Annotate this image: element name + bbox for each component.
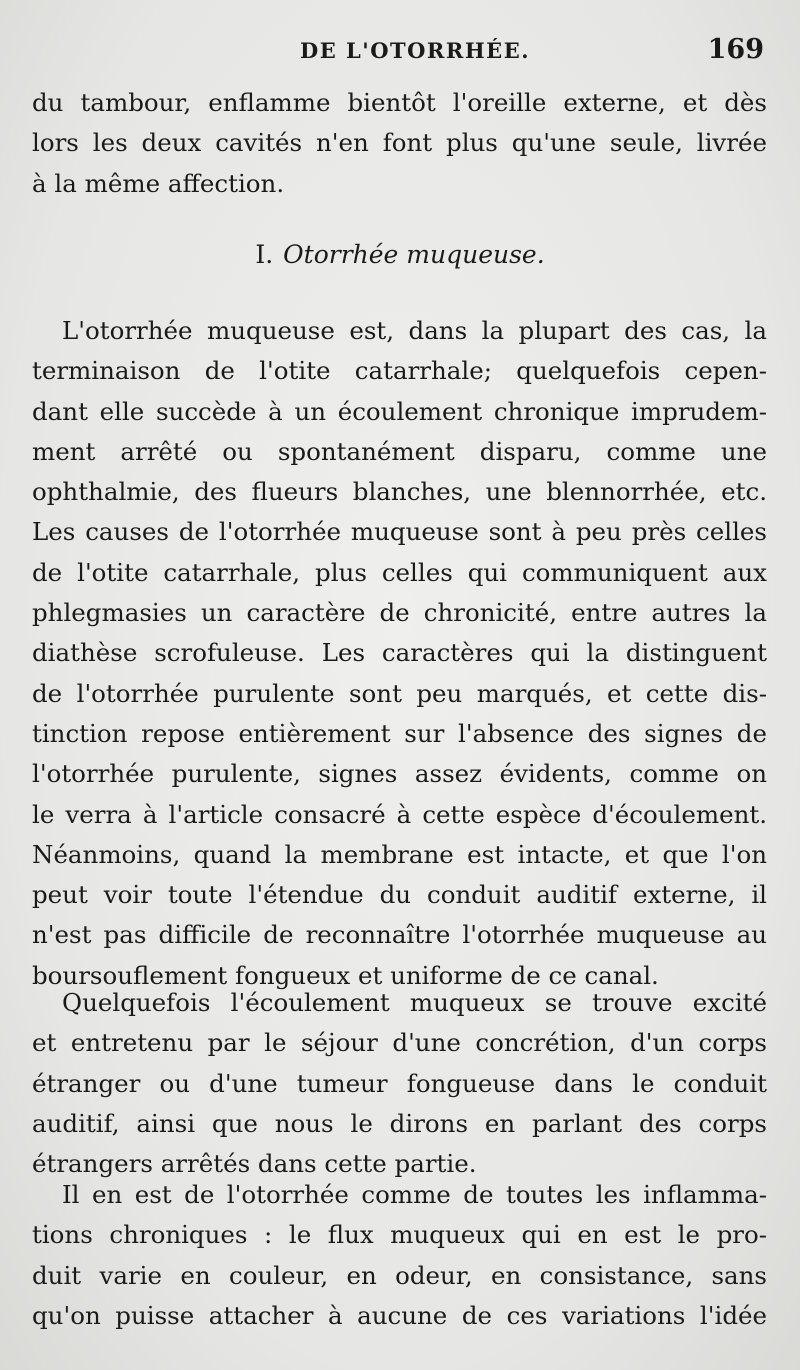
text-line: tions chroniques : le flux muqueux qui en est le pro- <box>32 1220 767 1250</box>
text-line: terminaison de l'otite catarrhale; quelquefois cepen- <box>32 356 767 386</box>
paragraph-3 <box>32 1175 767 1336</box>
text-line: auditif, ainsi que nous le dirons en parlant des corps <box>32 1108 767 1138</box>
text-line: étrangers arrêtés dans cette partie. <box>32 1149 477 1179</box>
paragraph-1 <box>32 311 767 996</box>
section-heading <box>0 240 800 269</box>
text-line: L'otorrhée muqueuse est, dans la plupart des cas, la <box>62 316 767 345</box>
text-line: à la même affection. <box>32 168 285 198</box>
text-line: lors les deux cavités n'en font plus qu'une seule, livrée <box>32 128 767 158</box>
text-line: l'otorrhée purulente, signes assez évidents, comme on <box>32 759 767 789</box>
text-line: étranger ou d'une tumeur fongueuse dans le conduit <box>32 1068 767 1098</box>
text-line: de l'otorrhée purulente sont peu marqués, et cette dis- <box>32 678 767 708</box>
text-line: Les causes de l'otorrhée muqueuse sont à peu près celles <box>32 517 767 547</box>
page-header <box>0 34 800 74</box>
section-number: I. <box>255 240 274 269</box>
text-line: tinction repose entièrement sur l'absence des signes de <box>32 718 767 748</box>
section-title: Otorrhée muqueuse. <box>283 240 545 269</box>
text-line: peut voir toute l'étendue du conduit auditif externe, il <box>32 880 767 910</box>
text-line: duit varie en couleur, en odeur, en consistance, sans <box>32 1260 767 1290</box>
page-number: 169 <box>707 34 764 65</box>
running-head: DE L'OTORRHÉE. <box>300 38 531 63</box>
text-line: du tambour, enflamme bientôt l'oreille externe, et dès <box>32 88 767 117</box>
paragraph-intro <box>32 83 767 204</box>
text-line: dant elle succède à un écoulement chronique imprudem- <box>32 396 767 426</box>
text-line: Quelquefois l'écoulement muqueux se trouve excité <box>62 988 767 1017</box>
text-line: de l'otite catarrhale, plus celles qui communiquent aux <box>32 557 767 587</box>
text-line: boursouflement fongueux et uniforme de ce canal. <box>32 960 659 990</box>
text-line: ophthalmie, des flueurs blanches, une blennorrhée, etc. <box>32 477 767 507</box>
paragraph-2 <box>32 983 767 1184</box>
text-line: qu'on puisse attacher à aucune de ces variations l'idée <box>32 1300 767 1330</box>
text-line: et entretenu par le séjour d'une concrétion, d'un corps <box>32 1028 767 1058</box>
text-line: diathèse scrofuleuse. Les caractères qui la distinguent <box>32 638 767 668</box>
text-line: ment arrêté ou spontanément disparu, comme une <box>32 436 767 466</box>
text-line: n'est pas difficile de reconnaître l'otorrhée muqueuse au <box>32 920 767 950</box>
text-line: phlegmasies un caractère de chronicité, entre autres la <box>32 598 767 628</box>
text-line: Il en est de l'otorrhée comme de toutes les inflamma- <box>62 1180 767 1209</box>
text-line: Néanmoins, quand la membrane est intacte, et que l'on <box>32 839 767 869</box>
text-line: le verra à l'article consacré à cette espèce d'écoulement. <box>32 799 767 829</box>
